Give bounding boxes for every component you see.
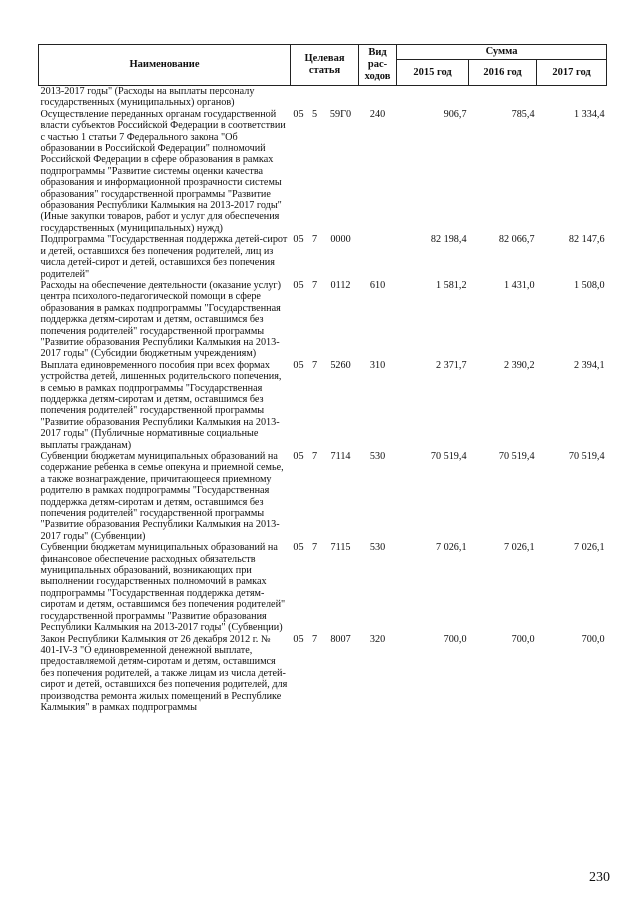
code-section: 05: [293, 451, 304, 462]
budget-table: [38, 44, 607, 713]
amount-2015: [397, 86, 469, 109]
amount-2016: 1 431,0: [503, 279, 535, 291]
code-article: [323, 86, 359, 109]
code-subsection: [307, 86, 323, 109]
code-section: 05: [293, 234, 304, 246]
expense-type: 320: [369, 633, 386, 645]
code-subsection: 5: [311, 108, 318, 120]
table-row: [39, 451, 607, 542]
amount-2017: 1 508,0: [574, 279, 605, 291]
header-year-2017: 2017 год: [537, 60, 607, 86]
amount-2016: 700,0: [511, 633, 535, 645]
code-subsection: 7: [311, 234, 318, 246]
table-row: [39, 280, 607, 360]
amount-2017: 2 394,1: [574, 359, 605, 371]
code-article: 0000: [330, 234, 351, 246]
page-number: 230: [589, 870, 610, 885]
amount-2016: 785,4: [511, 108, 535, 120]
table-row: [39, 542, 607, 633]
amount-2015: 82 198,4: [430, 234, 467, 246]
row-name: Расходы на обеспечение деятельности (оказание услуг) центра психолого-педагогической помощи в сфере образования в рамках подпрограммы "Государственная поддержка детям-сиротам и детям, оставшимся без попечения родителей" государственной программы "Развитие образования Республики Калмыкия на 2013-2017 годы" (Субсидии бюджетным учреждениям): [40, 279, 282, 360]
amount-2015: 1 581,2: [435, 279, 467, 291]
header-expense-type: Вид рас-ходов: [359, 45, 397, 86]
row-name: Субвенции бюджетам муниципальных образований на финансовое обеспечение расходных обязательств муниципальных образований, возникающих при выполнении государственных полномочий в рамках подпрограммы "Государственная поддержка детям-сиротам и детям, оставшимся без попечения родителей" государственной программы "Развитие образования Республики Калмыкия на 2013-2017 годы" (Субвенции): [40, 542, 286, 634]
row-name: Подпрограмма "Государственная поддержка детей-сирот и детей, оставшихся без попечения родителей, лиц из числа детей-сирот и детей, оставшихся без попечения родителей": [40, 234, 288, 280]
code-article: 5260: [330, 359, 351, 371]
code-article: 7115: [330, 542, 351, 554]
header-sum: Сумма: [397, 45, 607, 60]
expense-type: 240: [369, 108, 386, 120]
amount-2015: 2 371,7: [435, 359, 467, 371]
header-year-2016: 2016 год: [469, 60, 537, 86]
row-name: 2013-2017 годы" (Расходы на выплаты персоналу государственных (муниципальных) органов): [40, 86, 255, 109]
table-row: [39, 234, 607, 280]
amount-2015: 906,7: [443, 108, 467, 120]
amount-2017: [537, 86, 607, 109]
code-section: [291, 86, 307, 109]
expense-type: 530: [369, 451, 386, 462]
code-subsection: 7: [311, 542, 318, 554]
expense-type: 610: [369, 279, 386, 291]
table-body: [39, 86, 607, 714]
code-section: 05: [293, 359, 304, 371]
amount-2016: 82 066,7: [498, 234, 535, 246]
table-row: [39, 360, 607, 451]
amount-2017: 1 334,4: [574, 108, 605, 120]
amount-2016: 70 519,4: [498, 451, 535, 462]
code-subsection: 7: [311, 359, 318, 371]
amount-2015: 70 519,4: [430, 451, 467, 462]
table-row: [39, 109, 607, 234]
code-article: 7114: [330, 451, 351, 462]
table-header: [39, 45, 607, 86]
header-target-article: Целевая статья: [291, 45, 359, 86]
table-row: [39, 86, 607, 109]
expense-type: [359, 234, 397, 280]
code-article: 8007: [330, 633, 351, 645]
header-name: Наименование: [39, 45, 291, 86]
code-section: 05: [293, 108, 304, 120]
table-row: [39, 634, 607, 714]
code-subsection: 7: [311, 451, 318, 462]
code-article: 59Г0: [329, 108, 352, 120]
amount-2016: 7 026,1: [503, 542, 535, 554]
code-subsection: 7: [311, 279, 318, 291]
code-section: 05: [293, 542, 304, 554]
row-name: Выплата единовременного пособия при всех формах устройства детей, лишенных родительского попечения, в семью в рамках подпрограммы "Государственная поддержка детям-сиротам и детям, оставшимся без попечения родителей" государственной программы "Развитие образования Республики Калмыкия на 2013-2017 годы" (Публичные нормативные социальные выплаты гражданам): [40, 359, 282, 451]
amount-2017: 82 147,6: [568, 234, 605, 246]
row-name: Закон Республики Калмыкия от 26 декабря 2012 г. № 401-IV-З "О единовременной денежной выплате, предоставляемой детям-сиротам и детям, оставшимся без попечения родителей, а также лицам из числа детей-сирот и детей, оставшихся без попечения родителей, для производства ремонта жилых помещений в Республике Калмыкия" в рамках подпрограммы: [40, 633, 288, 713]
amount-2017: 70 519,4: [568, 451, 605, 462]
expense-type: 310: [369, 359, 386, 371]
amount-2016: [469, 86, 537, 109]
expense-type: [359, 86, 397, 109]
header-year-2015: 2015 год: [397, 60, 469, 86]
amount-2017: 7 026,1: [574, 542, 605, 554]
expense-type: 530: [369, 542, 386, 554]
code-subsection: 7: [311, 633, 318, 645]
row-name: Субвенции бюджетам муниципальных образований на содержание ребенка в семье опекуна и приемной семье, а также вознаграждение, причитающееся приемному родителю в рамках подпрограммы "Государственная поддержка детям-сиротам и детям, оставшимся без попечения родителей" государственной программы "Развитие образования Республики Калмыкия на 2013-2017 годы" (Субвенции): [40, 451, 284, 542]
amount-2016: 2 390,2: [503, 359, 535, 371]
amount-2015: 700,0: [443, 633, 467, 645]
code-article: 0112: [330, 279, 351, 291]
amount-2017: 700,0: [581, 633, 605, 645]
code-section: 05: [293, 279, 304, 291]
row-name: Осуществление переданных органам государственной власти субъектов Российской Федерации в соответствии с частью 1 статьи 7 Федерального закона "Об образовании в Российской Федерации" полномочий Российской Федерации в сфере образования в рамках подпрограммы "Развитие системы оценки качества образования и информационной прозрачности системы образования" государственной программы "Развитие образования Республики Калмыкия на 2013-2017 годы" (Иные закупки товаров, работ и услуг для обеспечения государственных (муниципальных) нужд): [40, 108, 286, 234]
amount-2015: 7 026,1: [435, 542, 467, 554]
code-section: 05: [293, 633, 304, 645]
